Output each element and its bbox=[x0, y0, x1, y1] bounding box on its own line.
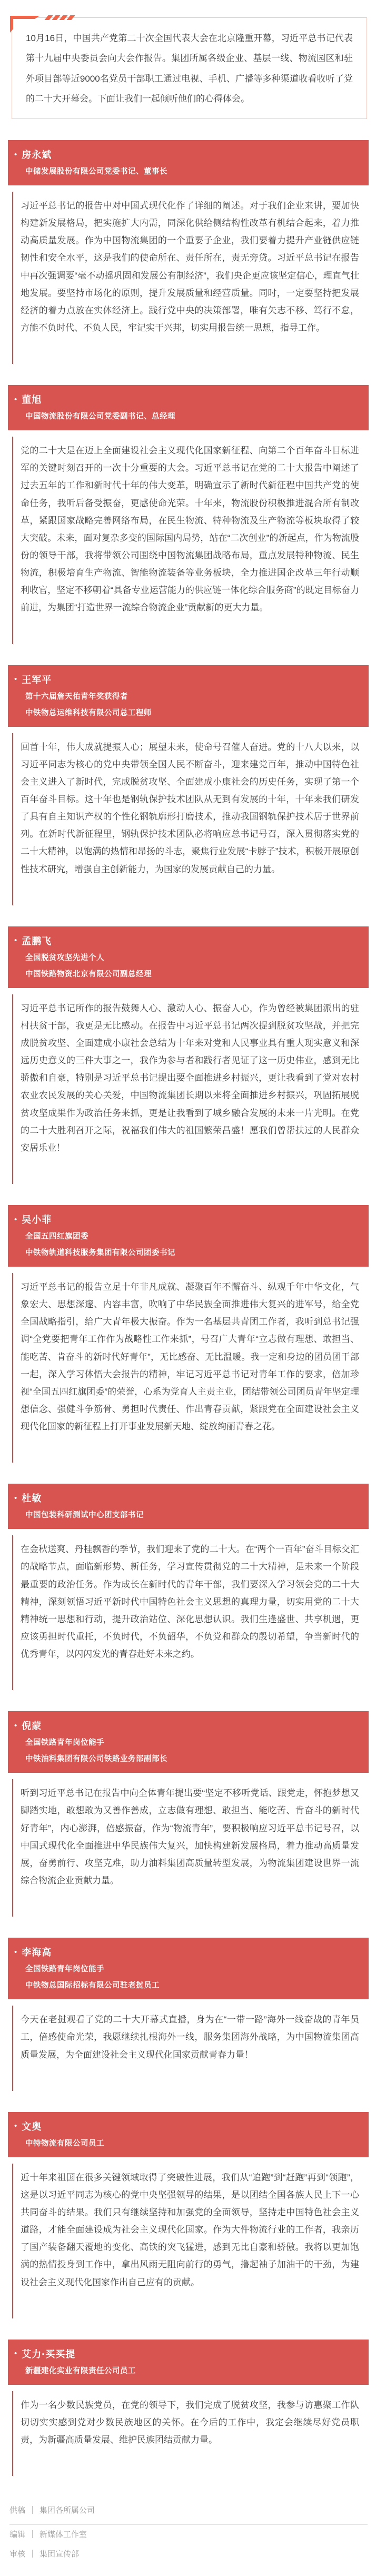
testimonial-body bbox=[12, 2391, 369, 2476]
person-title: 中铁油料集团有限公司铁路业务部副部长 bbox=[25, 1755, 167, 1764]
person-name: 王军平 bbox=[22, 674, 52, 685]
person-name: 董旭 bbox=[22, 394, 42, 406]
person-band bbox=[8, 1205, 369, 1267]
person-band bbox=[8, 2340, 369, 2385]
testimonial-text: 习近平总书记的报告立足十年非凡成就、凝聚百年不懈奋斗、纵观千年中华文化，气象宏大、思想深邃、内容丰富，吹响了中华民族全面推进伟大复兴的进军号，给全党全国战略指引，给广大青年极大振奋。作为一名基层共青团工作者，我听到总书记强调“全党要把青年工作作为战略性工作来抓”，号召广大青年“立志做有理想、敢担当、能吃苦、肯奋斗的新时代好青年”，无比感奋、无比温暖。我一定和身边的团员团干部一起，深入学习体悟大会报告的精神，牢记习近平总书记对青年工作的要求，倍加珍视“全国五四红旗团委”的荣誉，心系为党育人主责主业，团结带领公司团员青年坚定理想信念、强健斗争筋骨、勇担时代责任、作出青春贡献，紧跟党在全面建设社会主义现代化国家的新征程上打开事业发展新天地、绽放绚丽青春之花。 bbox=[21, 1282, 359, 1432]
person-band bbox=[8, 385, 369, 430]
testimonial-section bbox=[8, 2112, 369, 2318]
bullet-icon: • bbox=[14, 1721, 17, 1730]
slashes-decoration-icon bbox=[46, 15, 73, 20]
footer-credits bbox=[9, 2500, 368, 2563]
credit-separator: ｜ bbox=[28, 2550, 37, 2559]
testimonial-body bbox=[12, 1779, 369, 1917]
person-title: 中特物流有限公司员工 bbox=[25, 2139, 104, 2148]
person-band bbox=[8, 665, 369, 727]
credit-label: 供稿 bbox=[9, 2506, 26, 2515]
person-title: 中铁物总国际招标有限公司驻老挝员工 bbox=[25, 1981, 160, 1990]
testimonial-section bbox=[8, 926, 369, 1184]
intro-box bbox=[12, 17, 367, 119]
person-band bbox=[8, 2112, 369, 2157]
testimonial-section bbox=[8, 665, 369, 905]
testimonial-section bbox=[8, 385, 369, 644]
bullet-icon: • bbox=[14, 936, 17, 945]
bullet-icon: • bbox=[14, 394, 17, 404]
person-titles bbox=[25, 166, 358, 177]
testimonial-body bbox=[12, 192, 369, 364]
footer-row bbox=[9, 2524, 368, 2544]
person-name: 文奥 bbox=[22, 2121, 42, 2132]
credit-value: 集团各所属公司 bbox=[39, 2506, 95, 2515]
testimonial-text: 近十年来祖国在很多关键领域取得了突破性进展，我们从“追跑”到“赶跑”再到“领跑”，这是以习近平同志为核心的党中央坚强领导的结果，是以团结全国各族人民上下一心共同奋斗的结果。我们只有继续坚持和加强党的全面领导，坚持走中国特色社会主义道路，才能全面建设成为社会主义现代化国家。作为大件物流行业的工作者，我亲历了国产装备翻天覆地的变化、高铁的突飞猛进，感到无比自豪和骄傲。我将以更加饱满的热情投身到工作中，拿出风雨无阻向前行的勇气，撸起袖子加油干的干劲，为建设社会主义现代化国家作出自己应有的贡献。 bbox=[21, 2172, 359, 2287]
person-titles bbox=[25, 953, 358, 980]
person-title: 中国物流股份有限公司党委副书记、总经理 bbox=[25, 412, 175, 421]
testimonial-body bbox=[12, 1535, 369, 1690]
bullet-icon: • bbox=[14, 1493, 17, 1503]
bullet-icon: • bbox=[14, 1947, 17, 1957]
person-band bbox=[8, 1711, 369, 1773]
testimonial-section bbox=[8, 1484, 369, 1690]
credit-separator: ｜ bbox=[28, 2506, 37, 2515]
person-name: 艾力·买买提 bbox=[22, 2348, 76, 2360]
person-band bbox=[8, 1484, 369, 1529]
testimonial-body bbox=[12, 994, 369, 1184]
person-title: 中储发展股份有限公司党委书记、董事长 bbox=[25, 167, 167, 176]
testimonial-section bbox=[8, 2340, 369, 2476]
article-page bbox=[0, 17, 376, 2576]
person-band bbox=[8, 140, 369, 185]
testimonial-section bbox=[8, 140, 369, 364]
person-name: 房永斌 bbox=[22, 150, 52, 160]
person-title: 中铁物总运维科技有限公司总工程师 bbox=[25, 708, 152, 717]
testimonial-text: 今天在老挝观看了党的二十大开幕式直播，身为在“一带一路”海外一线奋战的青年员工，倍感使命光荣，我愿继续扎根海外一线，服务集团海外战略，为中国物流集团高质量发展，为全面建设社会主义现代化国家贡献青春力量！ bbox=[21, 2015, 359, 2060]
person-title: 全国铁路青年岗位能手 bbox=[25, 1739, 104, 1748]
credit-label: 审核 bbox=[9, 2550, 26, 2559]
person-name: 李海高 bbox=[22, 1947, 52, 1958]
bullet-icon: • bbox=[14, 150, 17, 159]
footer-row bbox=[9, 2500, 368, 2524]
credit-value: 新媒体工作室 bbox=[39, 2530, 87, 2540]
person-titles bbox=[25, 1510, 358, 1521]
person-name: 杜敏 bbox=[22, 1493, 42, 1504]
person-title: 全国脱贫攻坚先进个人 bbox=[25, 953, 104, 962]
testimonial-text: 党的二十大是在迈上全面建设社会主义现代化国家新征程、向第二个百年奋斗目标进军的关键时刻召开的一次十分重要的大会。习近平总书记在党的二十大报告中阐述了过去五年的工作和新时代十年的伟大变革，明确宣示了新时代新征程中国共产党的使命任务，我听后备受振奋，更感使命光荣。十年来，物流股份积极推进混合所有制改革，紧跟国家战略完善网络布局，在民生物流、特种物流及生产物流等板块取得了较大突破。未来，面对复杂多变的国际国内局势，站在“二次创业”的新起点，作为物流股份的领导干部，我将带领公司围绕中国物流集团战略布局，重点发展特种物流、民生物流，积极培育生产物流、智能物流装备等业务板块，全力推进国企改革三年行动顺利收官，坚定不移朝着“具备专业运营能力的供应链一体化综合服务商”的既定目标奋力前进，为集团“打造世界一流综合物流企业”贡献新的更大力量。 bbox=[21, 446, 359, 613]
person-title: 中国包装科研测试中心团支部书记 bbox=[25, 1511, 144, 1520]
testimonial-text: 在金秋送爽、丹桂飘香的季节，我们迎来了党的二十大。在“两个一百年”奋斗目标交汇的战略节点，面临新形势、新任务，学习宣传贯彻党的二十大精神，是未来一个阶段最重要的政治任务。作为成长在新时代的青年干部，我们要深入学习领会党的二十大精神，深刻领悟习近平新时代中国特色社会主义思想的真理力量，切实用党的二十大精神统一思想和行动，提升政治站位、深化思想认识。我们生逢盛世、共享机遇，更应该勇担时代重托，不负时代，不负韶华，不负党和群众的殷切希望，争当新时代的优秀青年，以闪闪发光的青春赴好未来之约。 bbox=[21, 1544, 359, 1660]
person-title: 第十六届詹天佑青年奖获得者 bbox=[25, 692, 128, 701]
credit-separator: ｜ bbox=[28, 2530, 37, 2540]
testimonial-list bbox=[8, 140, 369, 2476]
person-name: 孟鹏飞 bbox=[22, 935, 52, 946]
testimonial-text: 听到习近平总书记在报告中向全体青年提出要“坚定不移听党话、跟党走，怀抱梦想又脚踏实地，敢想敢为又善作善成，立志做有理想、敢担当、能吃苦、肯奋斗的新时代好青年”，内心澎湃，倍感振奋，作为“物流青年”，要积极响应习近平总书记号召，以中国式现代化全面推进中华民族伟大复兴，加快构建新发展格局，着力推动高质量发展，奋勇前行、攻坚克难，助力油料集团高质量转型发展，为物流集团建设世界一流综合物流企业贡献力量。 bbox=[21, 1788, 359, 1886]
testimonial-section bbox=[8, 1711, 369, 1917]
person-title: 全国铁路青年岗位能手 bbox=[25, 1965, 104, 1974]
person-name: 吴小菲 bbox=[22, 1215, 52, 1226]
person-band bbox=[8, 1938, 369, 1999]
testimonial-body bbox=[12, 437, 369, 644]
person-titles bbox=[25, 2366, 358, 2377]
person-name: 倪蒙 bbox=[22, 1721, 42, 1732]
testimonial-body bbox=[12, 733, 369, 905]
testimonial-section bbox=[8, 1205, 369, 1463]
bullet-icon: • bbox=[14, 2121, 17, 2131]
person-titles bbox=[25, 692, 358, 719]
testimonial-text: 回首十年，伟大成就提振人心；展望未来，使命号召催人奋进。党的十八大以来，以习近平同志为核心的党中央带领全国人民不断奋斗，迎来建党百年，推动中国特色社会主义进入了新时代，完成脱贫攻坚、全面建成小康社会的历史任务，实现了第一个百年奋斗目标。这十年也是钢轨保护技术团队从无到有发展的十年，十年来我们研发了具有自主知识产权的个性化钢轨廓形打磨技术，推动我国钢轨保护技术居于世界前列。在新时代新征程里，钢轨保护技术团队必将响应总书记号召，深入贯彻落实党的二十大精神，以饱满的热情和昂扬的斗志，聚焦行业发展“卡脖子”技术，积极开展原创性技术研究，增强自主创新能力，为国家的发展贡献自己的力量。 bbox=[21, 742, 359, 874]
corner-decoration-icon bbox=[10, 16, 39, 19]
person-title: 新疆建化实业有限责任公司员工 bbox=[25, 2366, 136, 2375]
person-title: 全国五四红旗团委 bbox=[25, 1232, 88, 1241]
intro-text: 10月16日，中国共产党第二十次全国代表大会在北京隆重开幕，习近平总书记代表第十九届中央委员会向大会作报告。集团所属各级企业、基层一线、物流园区和驻外项目部等近9000名党员干部职工通过电视、手机、广播等多种渠道收看收听了党的二十大开幕会。下面让我们一起倾听他们的心得体会。 bbox=[26, 33, 353, 104]
person-title: 中国铁路物资北京有限公司副总经理 bbox=[25, 970, 152, 979]
person-title: 中铁物轨道科技服务集团有限公司团委书记 bbox=[25, 1249, 175, 1258]
testimonial-body bbox=[12, 2164, 369, 2318]
person-titles bbox=[25, 2138, 358, 2149]
testimonial-text: 作为一名少数民族党员，在党的领导下，我们完成了脱贫攻坚，我参与访惠聚工作队切切实实感到党对少数民族地区的关怀。在今后的工作中，我定会继续尽好党员职责，为新疆高质量发展、维护民族团结贡献力量。 bbox=[21, 2400, 359, 2445]
bullet-icon: • bbox=[14, 2349, 17, 2358]
bullet-icon: • bbox=[14, 675, 17, 684]
person-titles bbox=[25, 1231, 358, 1259]
testimonial-body bbox=[12, 2006, 369, 2090]
testimonial-section bbox=[8, 1938, 369, 2090]
testimonial-text: 习近平总书记所作的报告鼓舞人心、激动人心、振奋人心，作为曾经被集团派出的驻村扶贫干部，我更是无比感动。在报告中习近平总书记两次提到脱贫攻坚战，并把完成脱贫攻坚、全面建成小康社会总结为十年来对党和人民事业具有重大现实意义和深远历史意义的三件大事之一，我作为参与者和践行者见证了这一历史伟业，感到无比骄傲和自豪，特别是习近平总书记提出要全面推进乡村振兴，更让我看到了党对农村农业农民发展的关心关爱，中国物流集团长期以来将全面推进乡村振兴，巩固拓展脱贫攻坚成果作为政治任务来抓，更是让我看到了城乡融合发展的未来一片光明。在党的二十大胜利召开之际，祝福我们伟大的祖国繁荣昌盛！愿我们曾帮扶过的人民群众安居乐业！ bbox=[21, 1003, 359, 1153]
footer-row bbox=[9, 2544, 368, 2563]
person-titles bbox=[25, 1738, 358, 1765]
person-titles bbox=[25, 411, 358, 422]
credit-label: 编辑 bbox=[9, 2530, 26, 2540]
credit-value: 集团宣传部 bbox=[39, 2550, 80, 2559]
person-band bbox=[8, 926, 369, 988]
testimonial-body bbox=[12, 1273, 369, 1463]
person-titles bbox=[25, 1964, 358, 1991]
testimonial-text: 习近平总书记的报告中对中国式现代化作了详细的阐述。对于我们企业来讲，要加快构建新发展格局，把实施扩大内需，同深化供给侧结构性改革有机结合起来，着力推动高质量发展。作为中国物流集团的一个重要子企业，我们要着力提升产业链供应链韧性和安全水平，这是我们的使命所在、责任所在，责无旁贷。习近平总书记在报告中再次强调要“毫不动摇巩固和发展公有制经济”，我们央企更应该坚定信心，理直气壮地发展。要坚持市场化的原则，提升发展质量和经营质量。同时，一定要坚持把发展经济的着力点放在实体经济上。践行党中央的决策部署，唯有矢志不移、笃行不怠，方能不负时代、不负人民，牢记实干兴邦，切实用报告统一思想，指导工作。 bbox=[21, 201, 359, 333]
bullet-icon: • bbox=[14, 1215, 17, 1224]
